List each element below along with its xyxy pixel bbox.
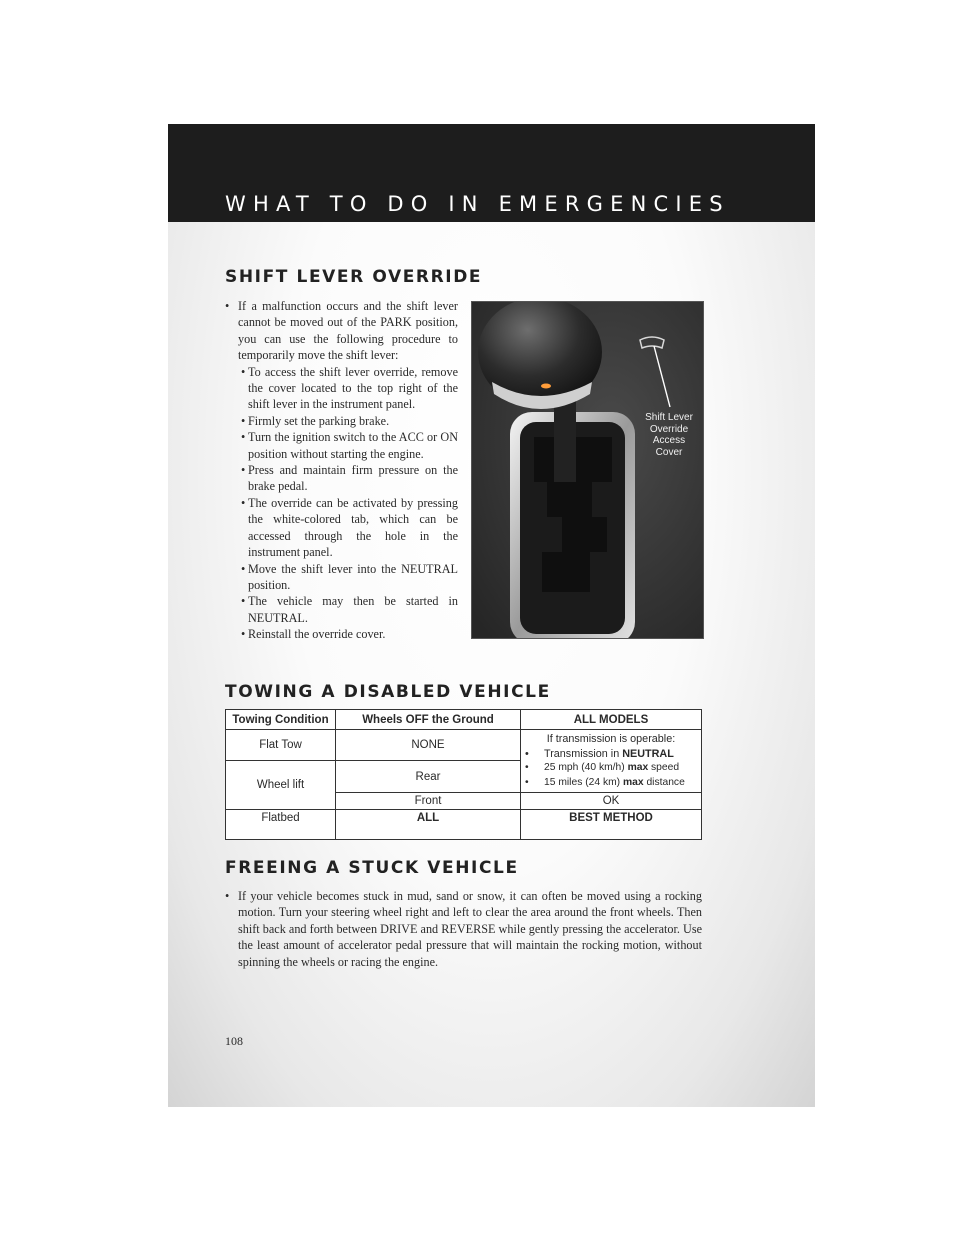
shift-lever-photo [471,301,704,639]
override-step: • Reinstall the override cover. [225,626,458,642]
caption-line: Access [652,435,686,446]
caption-line: Shift Lever [645,412,693,423]
all-models-line [525,761,697,776]
wheel-lift-front: Front [336,793,521,810]
note-emphasis: max [622,776,644,788]
override-step: • The vehicle may then be started in NEUTRAL. [225,593,458,626]
all-models-line [525,776,697,791]
override-step: • Move the shift lever into the NEUTRAL position. [225,561,458,594]
override-step: • Press and maintain firm pressure on the brake pedal. [225,462,458,495]
caption-line: Cover [655,446,683,458]
note-text: distance [643,776,685,788]
flatbed-wheels: ALL [336,810,521,840]
override-step: • To access the shift lever override, remove the cover located to the top right of the shift lever in the instrument panel. [225,364,458,413]
header-wheels-off: Wheels OFF the Ground [336,710,521,730]
override-step: • The override can be activated by pressing the white-colored tab, which can be accessed through the hole in the instrument panel. [225,495,458,561]
header-bar [168,124,815,222]
shift-override-heading: SHIFT LEVER OVERRIDE [225,267,483,287]
caption-line: Override [649,423,689,435]
stuck-vehicle-paragraph: • If your vehicle becomes stuck in mud, sand or snow, it can often be moved using a rocking motion. Turn your steering wheel right and left to clear the area around the front wheels. Then shift back and forth between DRIVE and REVERSE while gently pressing the accelerator. Use the least amount of accelerator pedal pressure that will maintain the rocking motion, without spinning the wheels or racing the engine. [225,888,702,970]
note-text: speed [648,762,680,773]
override-step: • Firmly set the parking brake. [225,413,458,429]
flat-tow-wheels: NONE [336,730,521,761]
towing-heading: TOWING A DISABLED VEHICLE [225,682,551,702]
note-emphasis: NEUTRAL [622,747,674,760]
note-emphasis: max [627,762,649,773]
all-models-intro: If transmission is operable: [546,733,676,745]
stuck-vehicle-heading: FREEING A STUCK VEHICLE [225,858,519,878]
all-models-note [521,730,702,793]
header-towing-condition: Towing Condition [226,710,336,730]
chapter-title: WHAT TO DO IN EMERGENCIES [225,192,730,216]
wheel-lift-rear: Rear [336,761,521,793]
table-row [226,810,702,840]
note-text: 15 miles (24 km) [544,776,623,788]
note-text: 25 mph (40 km/h) [544,762,628,773]
photo-caption [634,412,704,458]
flatbed-condition: Flatbed [226,810,336,840]
manual-page [168,124,815,1107]
override-steps-list [225,364,458,643]
table-row [226,730,702,761]
shift-lever-illustration [472,302,703,638]
flat-tow-condition: Flat Tow [226,730,336,761]
stuck-vehicle-text [225,888,702,970]
override-step: • Turn the ignition switch to the ACC or ON position without starting the engine. [225,429,458,462]
shift-override-text [225,298,458,643]
table-header-row [226,710,702,730]
note-text: Transmission in [544,747,623,760]
all-models-line [525,747,697,762]
page-number: 108 [225,1034,243,1048]
towing-table [225,709,702,840]
shift-override-intro: • If a malfunction occurs and the shift lever cannot be moved out of the PARK position, you can use the following procedure to temporarily move the shift lever: [225,298,458,364]
flatbed-all-models: BEST METHOD [521,810,702,840]
wheel-lift-condition: Wheel lift [226,761,336,810]
wheel-lift-front-all-models: OK [521,793,702,810]
header-all-models: ALL MODELS [521,710,702,730]
